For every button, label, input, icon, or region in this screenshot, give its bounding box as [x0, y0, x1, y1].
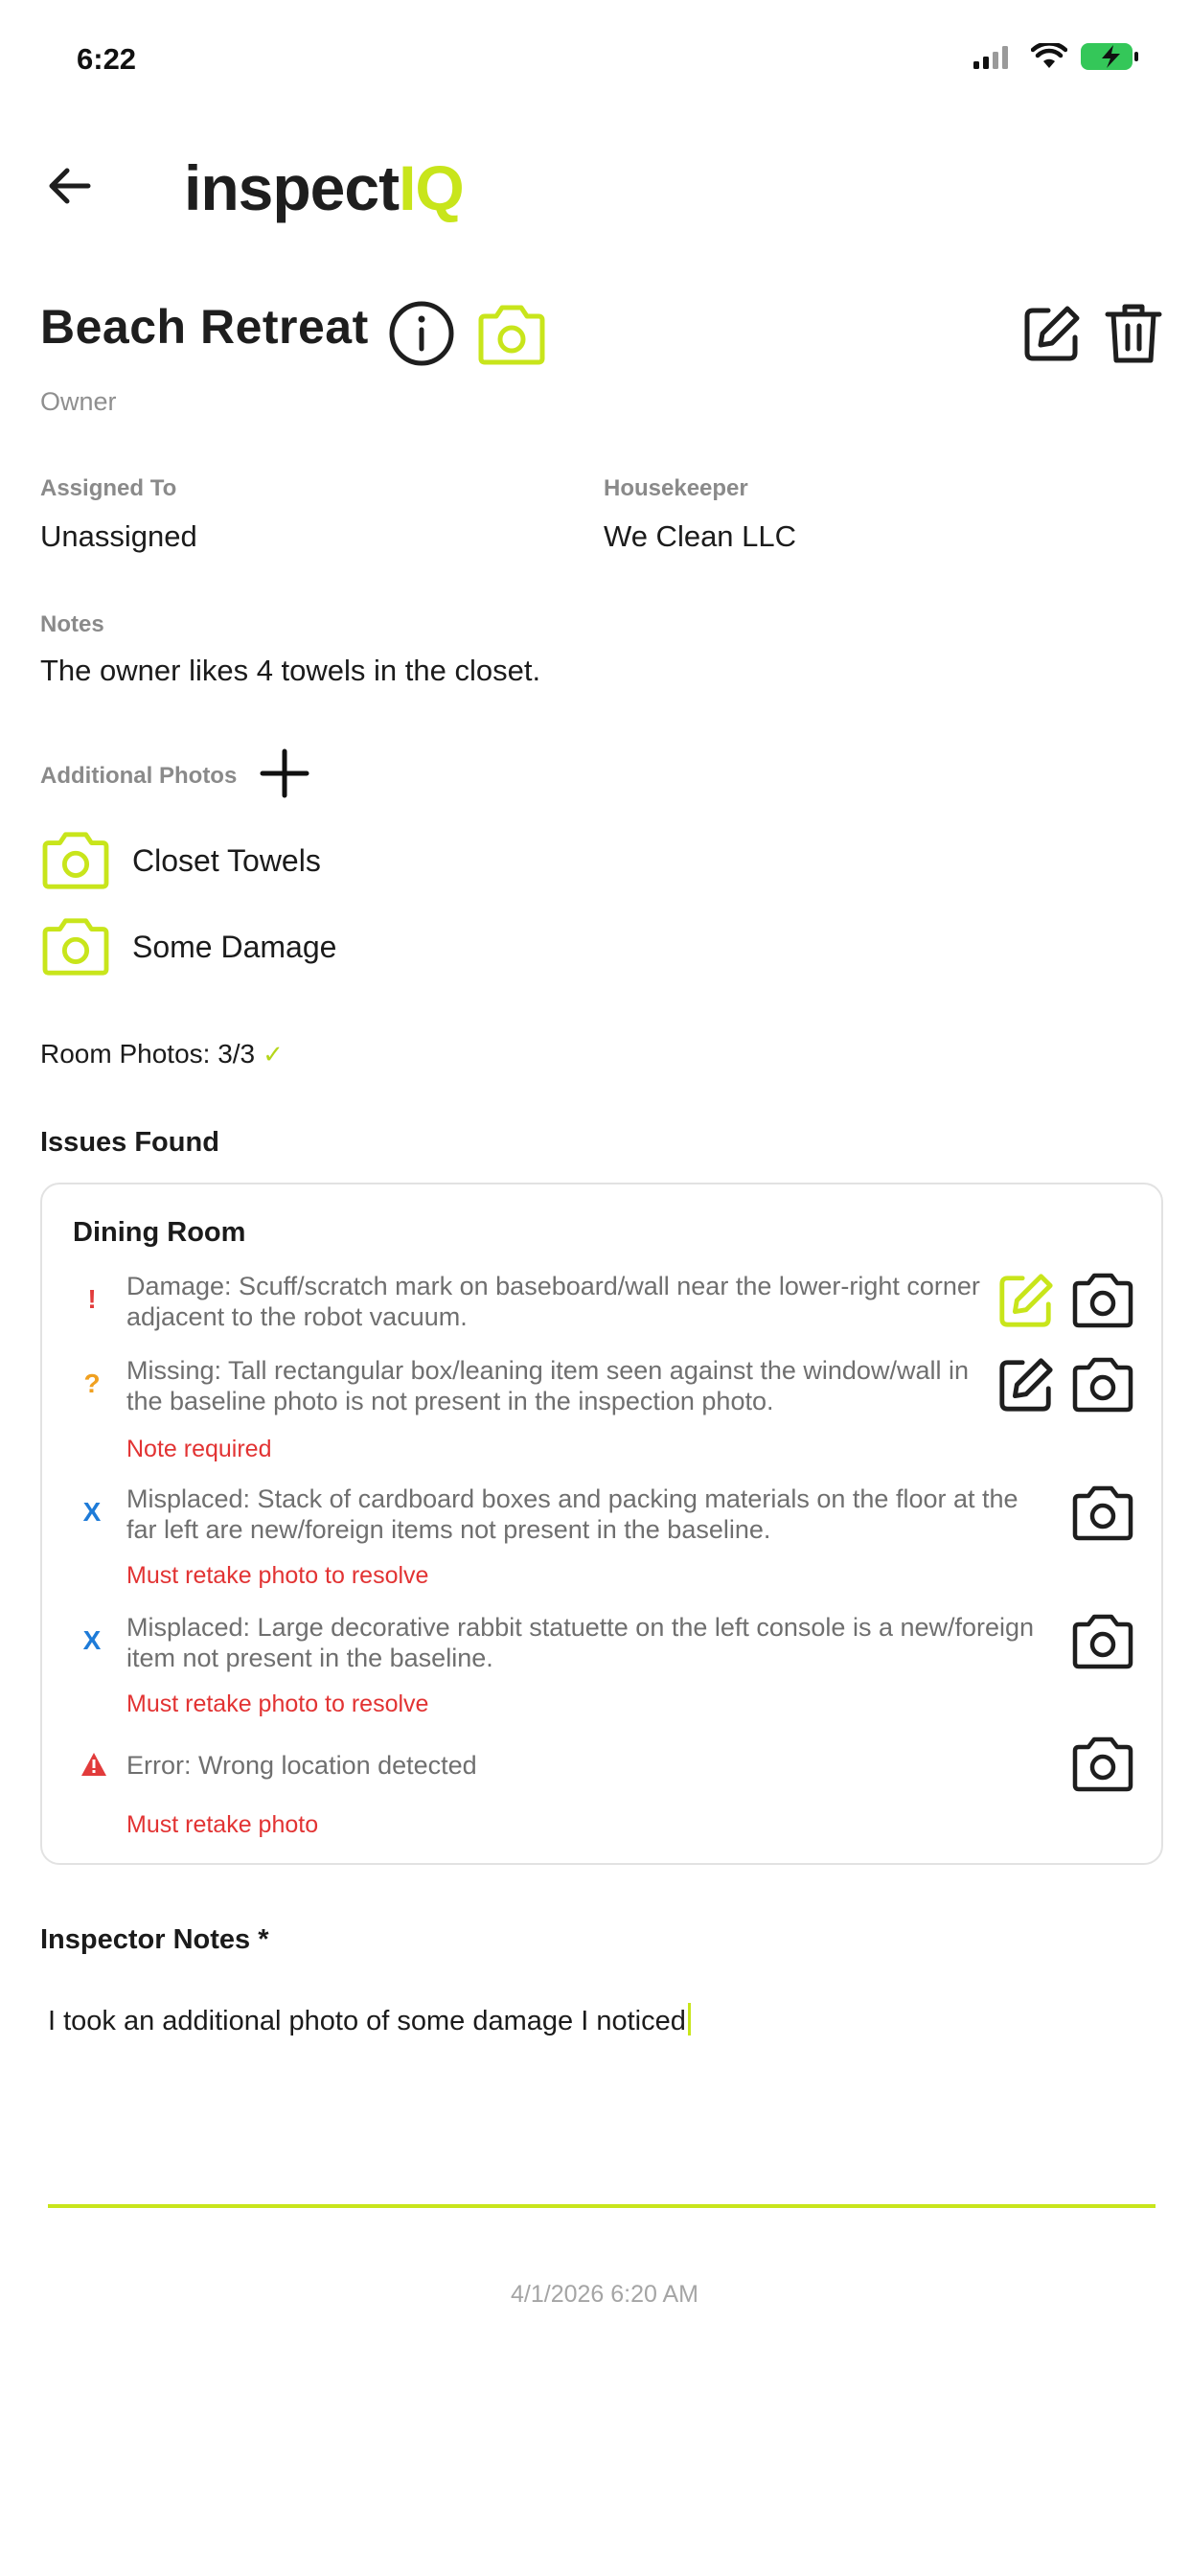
housekeeper-value: We Clean LLC	[604, 519, 797, 553]
issue-note: Must retake photo	[126, 1811, 319, 1838]
additional-photo-label: Closet Towels	[132, 842, 321, 878]
additional-photo-item[interactable]	[40, 830, 321, 891]
wifi-icon	[1031, 43, 1067, 70]
app-logo	[184, 144, 464, 224]
logo-accent-text: IQ	[399, 152, 464, 223]
edit-icon[interactable]	[1021, 303, 1083, 364]
issue-note: Must retake photo to resolve	[126, 1690, 429, 1717]
camera-icon[interactable]	[1071, 1612, 1134, 1671]
damage-marker-icon: !	[87, 1284, 97, 1314]
additional-photos-label: Additional Photos	[40, 763, 238, 789]
back-arrow-icon[interactable]	[42, 159, 96, 213]
trash-icon[interactable]	[1104, 301, 1163, 366]
inspector-notes-textarea[interactable]	[48, 2003, 1156, 2204]
timestamp: 4/1/2026 6:20 AM	[511, 2281, 698, 2308]
info-icon[interactable]	[387, 299, 456, 368]
additional-photo-item[interactable]	[40, 916, 336, 978]
inspector-notes-label: Inspector Notes *	[40, 1924, 269, 1955]
assigned-to-value: Unassigned	[40, 519, 197, 553]
issues-heading: Issues Found	[40, 1127, 219, 1158]
room-photos-text: Room Photos: 3/3	[40, 1039, 256, 1069]
camera-icon[interactable]	[1071, 1271, 1134, 1330]
page-title: Beach Retreat	[40, 300, 369, 354]
notes-label: Notes	[40, 611, 104, 637]
issue-text: Misplaced: Stack of cardboard boxes and packing materials on the floor at the far left are new/foreign items not present in the baseline.	[126, 1484, 1018, 1544]
edit-icon[interactable]	[995, 1355, 1058, 1414]
issue-text: Damage: Scuff/scratch mark on baseboard/wall near the lower-right corner adjacent to the robot vacuum.	[126, 1272, 980, 1331]
camera-icon	[40, 916, 111, 978]
edit-icon[interactable]	[995, 1271, 1058, 1330]
battery-charging-icon	[1081, 42, 1142, 71]
camera-icon[interactable]	[1071, 1355, 1134, 1414]
issue-note: Note required	[126, 1436, 272, 1462]
status-icons	[973, 42, 1142, 71]
issue-text: Misplaced: Large decorative rabbit statuette on the left console is a new/foreign item not present in the baseline.	[126, 1613, 1035, 1672]
warning-triangle-icon	[80, 1752, 107, 1777]
misplaced-marker-icon: X	[82, 1497, 102, 1527]
issue-note: Must retake photo to resolve	[126, 1562, 429, 1589]
misplaced-marker-icon: X	[82, 1625, 102, 1655]
camera-icon	[40, 830, 111, 891]
camera-icon[interactable]	[1071, 1484, 1134, 1543]
camera-icon[interactable]	[1071, 1735, 1134, 1794]
assigned-to-label: Assigned To	[40, 475, 177, 501]
inspector-notes-value: I took an additional photo of some damage I noticed	[48, 2006, 686, 2036]
logo-primary-text: inspect	[184, 152, 400, 223]
room-photos-status	[40, 1039, 284, 1070]
additional-photo-label: Some Damage	[132, 929, 337, 964]
issues-room-name: Dining Room	[73, 1217, 246, 1248]
notes-value: The owner likes 4 towels in the closet.	[40, 654, 541, 687]
housekeeper-label: Housekeeper	[604, 475, 748, 501]
status-time: 6:22	[77, 42, 137, 76]
signal-icon	[973, 44, 1018, 69]
missing-marker-icon: ?	[83, 1368, 101, 1398]
check-icon: ✓	[263, 1039, 284, 1069]
text-caret	[688, 2003, 691, 2036]
camera-icon[interactable]	[475, 301, 548, 368]
add-photo-plus-icon[interactable]	[259, 748, 310, 799]
issue-text: Error: Wrong location detected	[126, 1751, 477, 1780]
room-subtitle: Owner	[40, 387, 117, 416]
issue-text: Missing: Tall rectangular box/leaning item seen against the window/wall in the baseline photo is not present in the inspection photo.	[126, 1356, 969, 1415]
inspector-notes-underline	[48, 2204, 1156, 2208]
